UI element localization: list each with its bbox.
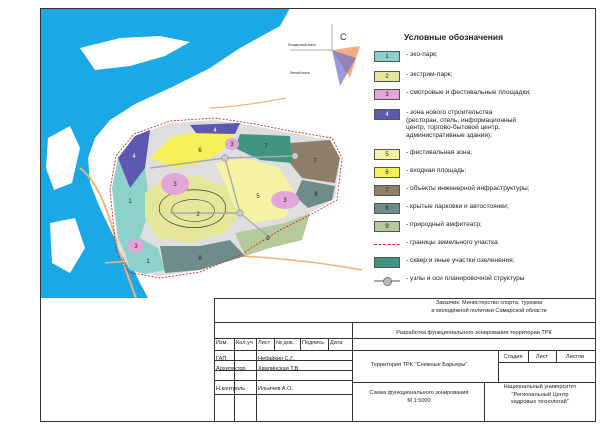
stamp-sheet-title: Схема функционального зонирования М 1:5000 [369,390,469,404]
stamp-rule [214,380,352,381]
stamp-col-list: Лист [258,340,271,346]
legend-item [370,70,592,84]
legend-item-label: - фестивальная зона; [406,149,472,156]
legend-item-label: - природный амфитеатр; [406,221,482,228]
stamp-org: Национальный университет "Региональный Центр кадровых технологий" [503,384,577,405]
legend-item-label: - сквер и иные участки озеленения; [406,257,515,264]
planning-node-1 [222,155,228,161]
legend-item [370,238,592,252]
legend-item [370,108,592,139]
legend-item [370,202,592,216]
stamp-rule [214,298,596,299]
legend-title: Условные обозначения [404,32,504,42]
legend-swatch [374,257,400,268]
legend-item-label: - эко-парк; [406,51,438,58]
label-z4b: 4 [213,128,217,134]
stamp-rule [214,298,215,422]
legend-swatch: 7 [374,185,400,196]
stamp-territory: Территория ТРК "Снежные Барьеры" [370,362,468,368]
legend-swatch: 4 [374,109,400,120]
stamp-stage: Стадия [503,354,523,360]
stamp-rule [214,322,596,323]
legend-swatch: 9 [374,221,400,232]
stamp-rule [352,382,596,383]
legend-swatch: 1 [374,51,400,62]
stamp-work: Разработка функционального зонирования территории ТРК [396,330,552,336]
stamp-name-gap: Небайкин С.Г. [258,356,295,362]
stamp-rule [328,338,329,350]
label-z7b: 7 [264,144,268,150]
insert-label-b: Летний сезон [290,71,310,75]
stamp-rule [214,350,352,351]
stamp-rule [556,350,557,362]
stamp-rule [484,382,485,422]
label-z4a: 4 [132,154,136,160]
stamp-list: Лист [535,354,549,360]
stamp-rule [528,350,529,362]
label-z8a: 8 [314,192,318,198]
legend-item-label: - объекты инженерной инфраструктуры; [406,185,530,192]
label-z1b: 1 [146,259,150,265]
planning-node-3 [237,210,243,216]
label-z8b: 8 [198,256,202,262]
legend-swatch: 8 [374,203,400,214]
stamp-rule [234,338,235,422]
label-z3d: 3 [230,142,234,148]
planning-node-2 [292,153,298,159]
legend-item-label: - смотровые и фестивальные площадки; [406,89,531,96]
stamp-role-arch: Архитектор [216,366,246,372]
stamp-role-nkontr: Н.контроль [216,386,246,392]
stamp-customer: Заказчик: Министерство спорта, туризма и молодёжной политики Самарской области [431,300,547,314]
label-z3a: 3 [173,182,177,188]
legend-item-label: - зона нового строительства (ресторан, отель, информационный центр, торгово-бытовой центр, административные здания); [406,109,517,139]
stamp-name-nkontr: Ильичев А.О. [258,386,294,392]
stamp-role-gap: ГАП [216,356,227,362]
stamp-rule [352,350,596,351]
legend-item-label: - границы земельного участка [406,239,498,246]
legend-item [370,166,592,180]
stamp-lists: Листов [565,354,585,360]
compass-north-label: С [340,32,347,42]
label-z2: 2 [196,212,200,218]
label-z3c: 3 [134,244,138,250]
legend-item [370,220,592,234]
site-plan-map [40,8,362,298]
title-block [214,298,596,422]
stamp-rule [256,338,257,422]
stamp-col-izm: Изм. [216,340,228,346]
stamp-rule [498,350,499,382]
legend-node-swatch [374,275,400,286]
stamp-rule [274,338,275,350]
stamp-col-date: Дата [330,340,343,346]
stamp-rule [214,394,352,395]
legend-item [370,274,592,288]
legend-item-label: - крытые парковки и автостоянки; [406,203,509,210]
legend-item [370,88,592,102]
legend-item-label: - экстрим-парк; [406,71,453,78]
legend-item-label: - узлы и оси планировочной структуры [406,275,525,282]
stamp-rule [300,338,301,350]
legend-swatch: 6 [374,167,400,178]
legend-boundary-swatch [374,244,400,246]
label-z6: 6 [198,148,202,154]
label-z3b: 3 [283,198,287,204]
stamp-col-kol: Кол.уч [236,340,253,346]
legend-item [370,184,592,198]
stamp-col-doc: № док. [276,340,294,346]
season-insert [286,22,362,102]
legend-item [370,148,592,162]
stamp-name-arch: Хвалинская Т.В. [258,366,300,372]
legend-swatch: 3 [374,89,400,100]
insert-label-a: Посадочный сезон [288,43,316,47]
label-z5: 5 [256,194,260,200]
legend-item [370,50,592,64]
legend-swatch: 5 [374,149,400,160]
stamp-rule [498,362,596,363]
legend-swatch: 2 [374,71,400,82]
stamp-col-sign: Подпись [302,340,325,346]
legend-item [370,256,592,270]
stamp-rule [352,322,353,422]
label-z7: 7 [313,159,317,165]
label-z9: 9 [266,236,270,242]
legend-item-label: - входная площадь; [406,167,467,174]
legend-panel [366,24,590,298]
label-z1a: 1 [128,199,132,205]
